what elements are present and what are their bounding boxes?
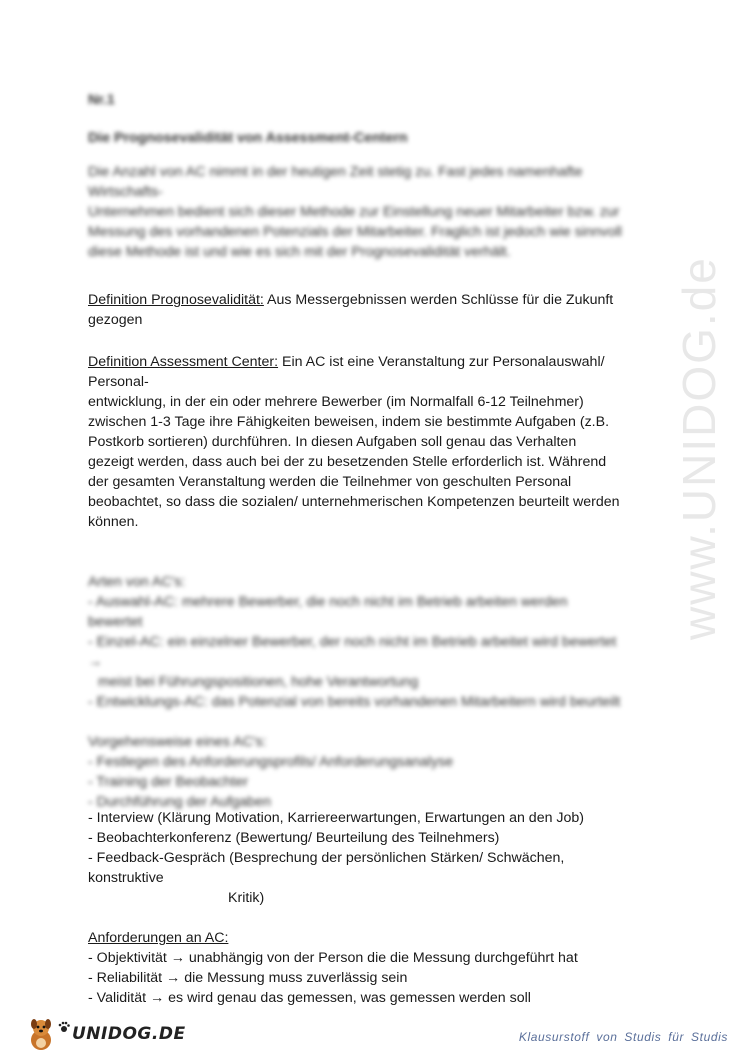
arten-line: - Einzel-AC: ein einzelner Bewerber, der noch nicht im Betrieb arbeitet wird bewertet — [88, 634, 617, 650]
definition-ac — [88, 352, 668, 532]
anforderungen-section — [88, 928, 668, 1008]
vorgehen-line: - Beobachterkonferenz (Bewertung/ Beurteilung des Teilnehmers) — [88, 830, 500, 846]
anforderung-item: - Reliabilität → die Messung muss zuverlässig sein — [88, 970, 408, 986]
vorgehen-line: Kritik) — [228, 890, 265, 906]
definition-text: Postkorb sortieren) durchführen. In diesen Aufgaben soll genau das Verhalten — [88, 434, 577, 450]
intro-line: Wirtschafts- — [88, 184, 163, 200]
definition-text: Aus Messergebnissen werden Schlüsse für die Zukunft — [263, 292, 614, 308]
vorgehen-line: - Durchführung der Aufgaben — [88, 794, 271, 810]
vorgehen-visible — [88, 808, 668, 908]
watermark: www.UNIDOG.de — [673, 256, 725, 640]
arten-line: - Auswahl-AC: mehrere Bewerber, die noch nicht im Betrieb arbeiten werden — [88, 594, 568, 610]
vorgehen-line: - Interview (Klärung Motivation, Karriereerwartungen, Erwartungen an den Job) — [88, 810, 585, 826]
document-body — [88, 88, 668, 1008]
arten-line: - Entwicklungs-AC: das Potenzial von bereits vorhandenen Mitarbeitern wird beurteilt — [88, 694, 621, 710]
definition-text: gezogen — [88, 312, 143, 328]
footer-tagline: Klausurstoff von Studis für Studis — [518, 1030, 728, 1044]
vorgehen-line: - Feedback-Gespräch (Besprechung der persönlichen Stärken/ Schwächen, — [88, 850, 565, 866]
definition-text: der gesamten Veranstaltung werden die Teilnehmer von geschulten Personal — [88, 474, 572, 490]
intro-line: Messung des vorhandenen Potenzials der Mitarbeiter. Fraglich ist jedoch wie sinnvoll — [88, 224, 622, 240]
definition-text: Ein AC ist eine Veranstaltung zur Personalauswahl/ — [278, 354, 605, 370]
vorgehen-line: - Festlegen des Anforderungsprofils/ Anforderungsanalyse — [88, 754, 454, 770]
definition-text: Personal- — [88, 374, 149, 390]
arten-heading: Arten von AC's: — [88, 574, 186, 590]
definition-term: Definition Assessment Center: — [88, 354, 279, 370]
logo-text: UNIDOG.DE — [72, 1024, 186, 1044]
arten-line: bewertet — [88, 614, 143, 630]
anforderung-item: - Objektivität → unabhängig von der Person die die Messung durchgeführt hat — [88, 950, 578, 966]
definition-text: können. — [88, 514, 139, 530]
definition-text: zwischen 1-3 Tage ihre Fähigkeiten beweisen, indem sie bestimmte Aufgaben (z.B. — [88, 414, 610, 430]
blurred-header — [88, 90, 668, 262]
definition-term: Definition Prognosevalidität: — [88, 292, 264, 308]
doc-number: Nr.1 — [88, 92, 115, 108]
blurred-arten — [88, 572, 668, 812]
dog-mascot-icon — [26, 1016, 56, 1052]
vorgehen-heading: Vorgehensweise eines AC's: — [88, 734, 267, 750]
anforderungen-heading: Anforderungen an AC: — [88, 930, 229, 946]
vorgehen-line: - Training der Beobachter — [88, 774, 249, 790]
doc-title: Die Prognosevalidität von Assessment-Centern — [88, 130, 408, 146]
definition-prognose — [88, 290, 668, 330]
vorgehen-line: konstruktive — [88, 870, 164, 886]
arten-line: meist bei Führungspositionen, hohe Verantwortung — [98, 674, 419, 690]
anforderung-item: - Validität → es wird genau das gemessen, was gemessen werden soll — [88, 990, 531, 1006]
intro-line: diese Methode ist und wie es sich mit der Prognosevalidität verhält. — [88, 244, 511, 260]
definition-text: entwicklung, in der ein oder mehrere Bewerber (im Normalfall 6-12 Teilnehmer) — [88, 394, 584, 410]
definition-text: gezeigt werden, dass auch bei der zu besetzenden Stelle erforderlich ist. Während — [88, 454, 607, 470]
intro-line: Die Anzahl von AC nimmt in der heutigen Zeit stetig zu. Fast jedes namenhafte — [88, 164, 583, 180]
footer-logo — [26, 1012, 186, 1056]
intro-line: Unternehmen bedient sich dieser Methode zur Einstellung neuer Mitarbeiter bzw. zur — [88, 204, 620, 220]
paw-icon — [58, 1021, 70, 1033]
definition-text: beobachtet, so dass die sozialen/ unternehmerischen Kompetenzen beurteilt werden — [88, 494, 620, 510]
arten-line: → — [88, 654, 103, 670]
